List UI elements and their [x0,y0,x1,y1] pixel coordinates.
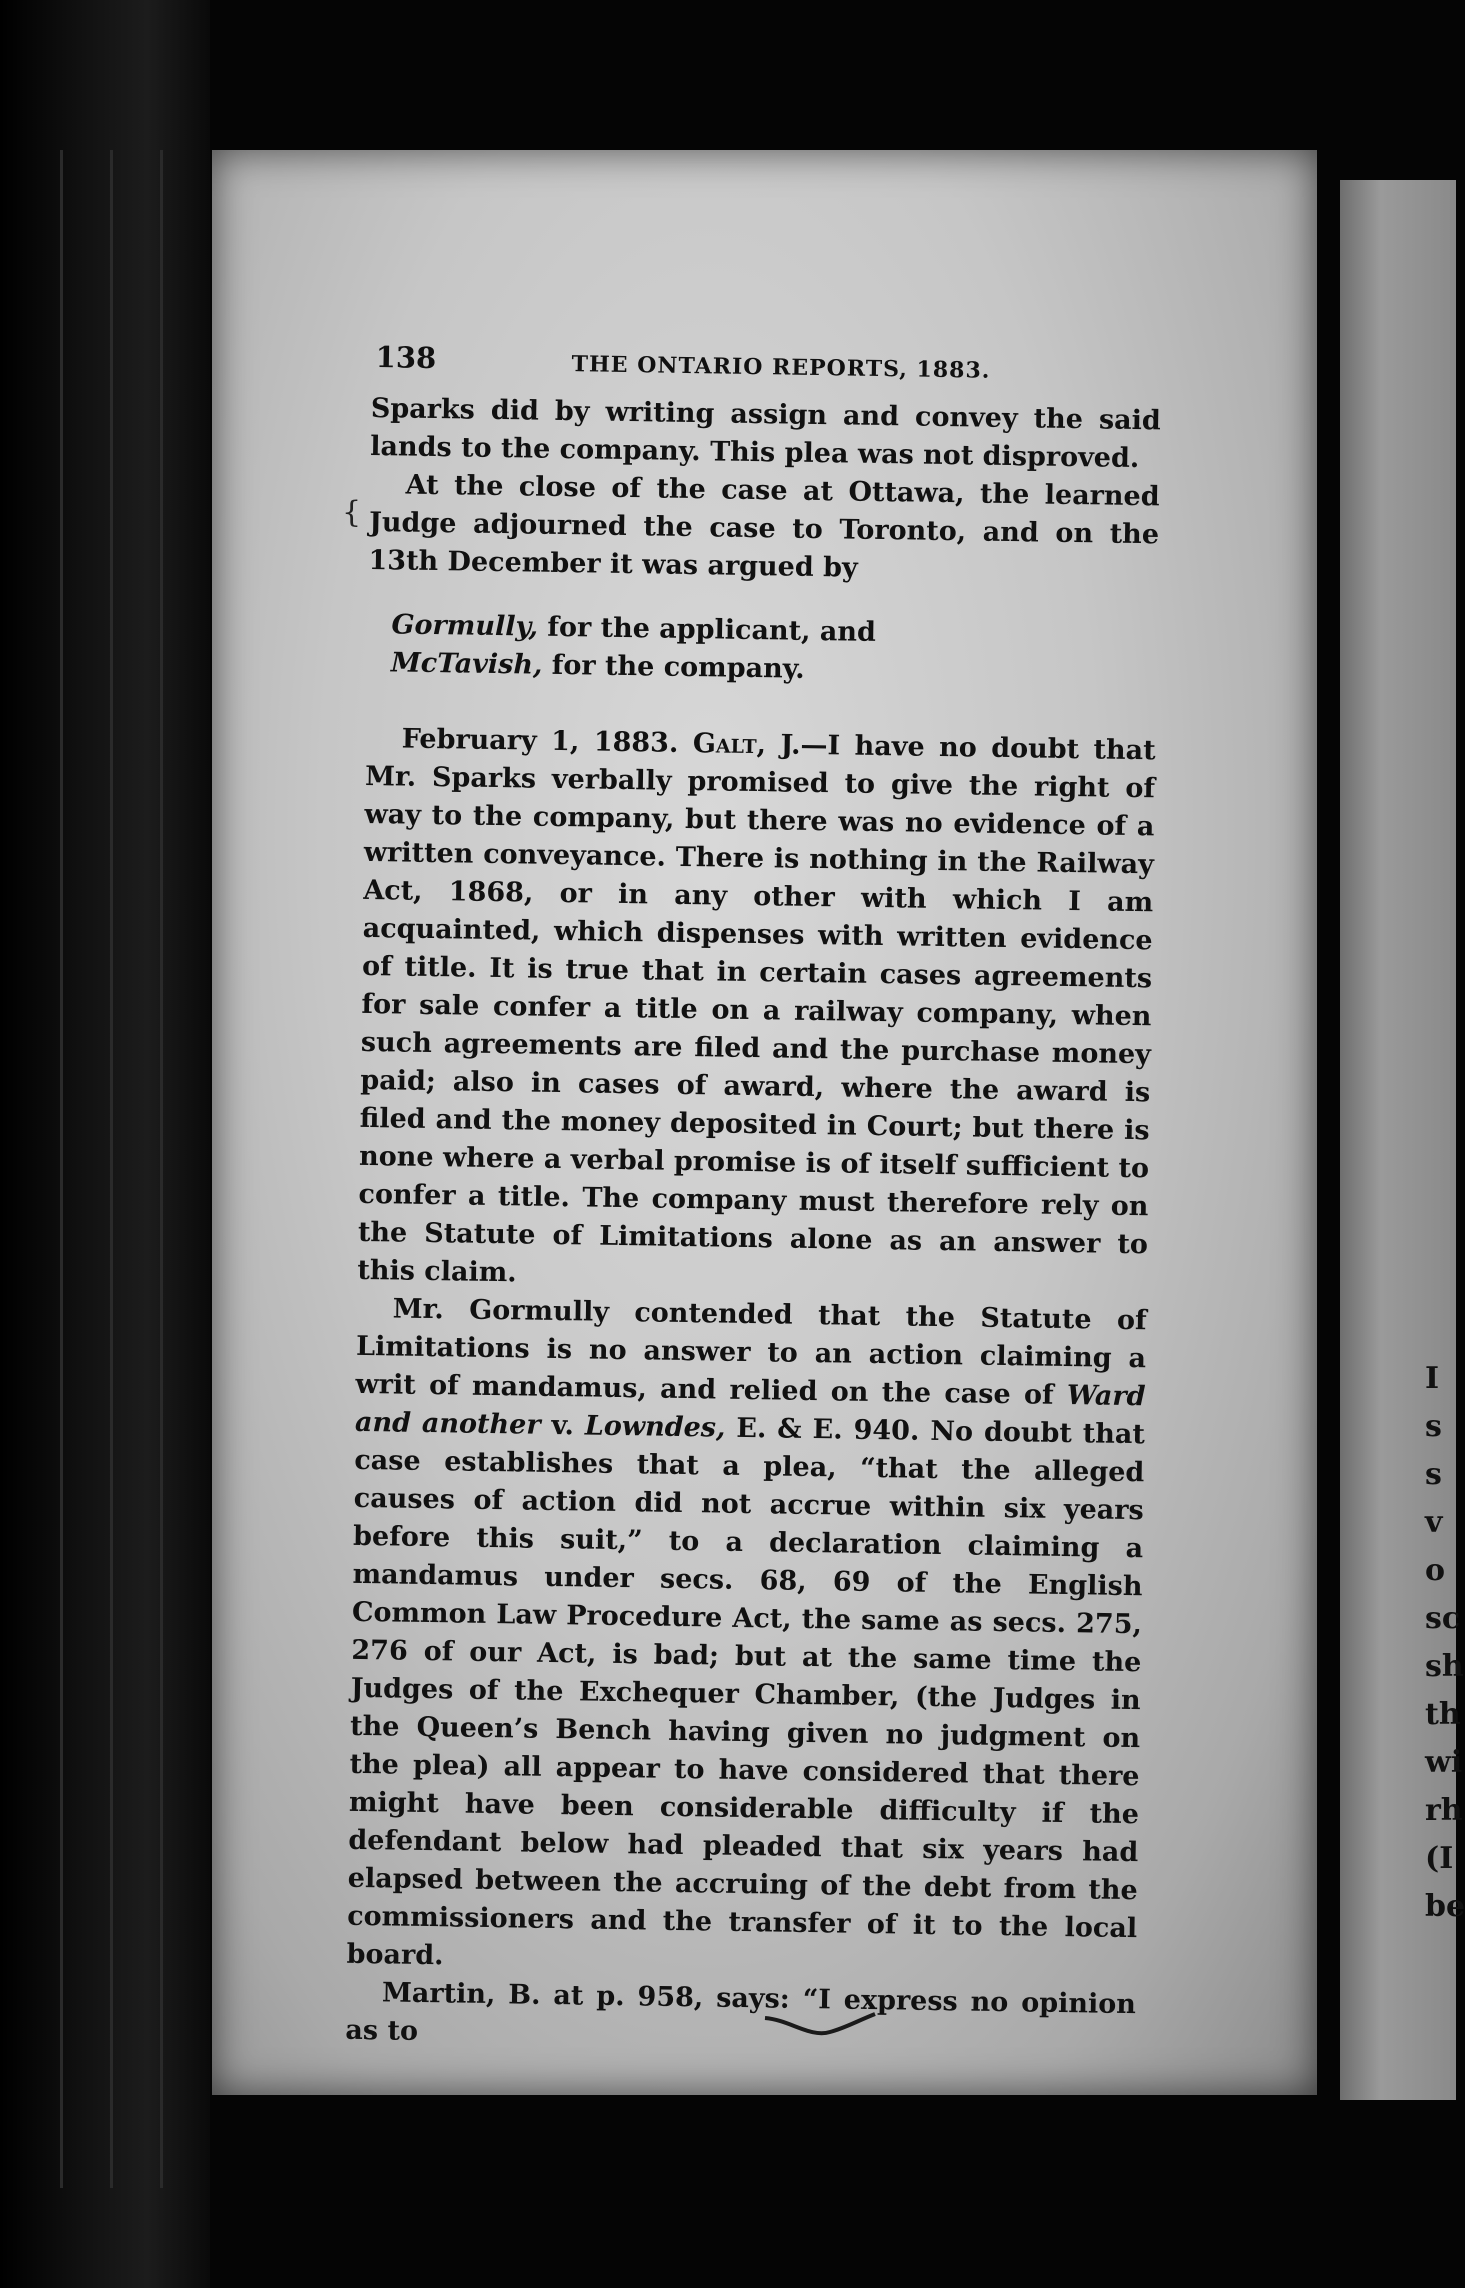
versus: v. [540,1409,586,1442]
paragraph-text: E. & E. 940. No doubt that case establishes that a plea, “that the alleged causes of action did not accrue within six years before this suit,” to a declaration claiming a mandamus under secs. 68, 69 of the English Common Law Procedure Act, the same as secs. 275, 276 of our Act, is bad; but at the same time the Judges of the Exchequer Chamber, (the Judges in the Queen’s Bench having given no judgment on the plea) all appear to have considered that there might have been considerable difficulty if the defendant below had pleaded that six years had elapsed between the accruing of the debt from the commissioners and the transfer of it to the local board. [346,1412,1146,1972]
judge-name: Galt, J. [692,728,801,761]
counsel-list [391,606,1158,694]
facing-fragment: o [1425,1553,1446,1588]
facing-fragment: be [1425,1889,1465,1924]
facing-fragment: I [1425,1361,1440,1396]
binding-stripe [60,150,63,2188]
paragraph-text: Mr. Gormully contended that the Statute of Limitations is no answer to an action claiming a writ of mandamus, and relied on the case of [355,1293,1147,1412]
facing-fragment: wi [1425,1745,1463,1780]
counsel-role: for the company. [542,649,805,685]
facing-page-text [1425,1355,1465,1931]
page-number: 138 [375,340,437,376]
counsel-name: Gormully, [391,609,539,643]
judgment-text: —I have no doubt that Mr. Sparks verbally promised to give the right of way to the company, but there was no evidence of a written conveyance. There is nothing in the Railway Act, 1868, or in any other with which I am acquainted, which dispenses with written evidence of title. It is true that in certain cases agreements for sale confer a title on a railway company, when such agreements are filed and the purchase money paid; also in cases of award, where the award is filed and the money deposited in Court; but there is none where a verbal promise is of itself sufficient to confer a title. The company must therefore rely on the Statute of Limitations alone as an answer to this claim. [357,729,1156,1289]
facing-fragment: v [1425,1505,1443,1540]
book-binding-edge [0,0,210,2288]
paragraph: Martin, B. at p. 958, says: “I express no opinion as to [345,1977,1137,2047]
counsel-name: McTavish, [390,647,543,681]
facing-fragment: s [1425,1409,1442,1444]
judgment-paragraph [357,720,1156,1302]
facing-fragment: (I [1425,1841,1454,1876]
page-gutter [1318,170,1340,2070]
facing-fragment: th [1425,1697,1461,1732]
running-head: THE ONTARIO REPORTS, 1883. [571,351,991,384]
facing-fragment: s [1425,1457,1442,1492]
case-name: Lowndes, [584,1410,726,1444]
counsel-role: for the applicant, and [537,611,877,648]
paragraph: At the close of the case at Ottawa, the learned Judge adjourned the case to Toronto, and on the 13th December it was argued by [368,469,1160,584]
paragraph [346,1290,1147,1986]
binding-stripe [160,150,163,2188]
binding-stripe [110,150,113,2188]
margin-mark: { [342,495,362,530]
facing-fragment: rh [1425,1793,1463,1828]
facing-fragment: sh [1425,1649,1464,1684]
facing-fragment: sc [1425,1601,1461,1636]
case-name: Ward and another [354,1380,1146,1441]
page-content [345,338,1162,2062]
paragraph: Sparks did by writing assign and convey the said lands to the company. This plea was not disproved. [370,392,1162,475]
judgment-date: February 1, 1883. [401,723,679,759]
